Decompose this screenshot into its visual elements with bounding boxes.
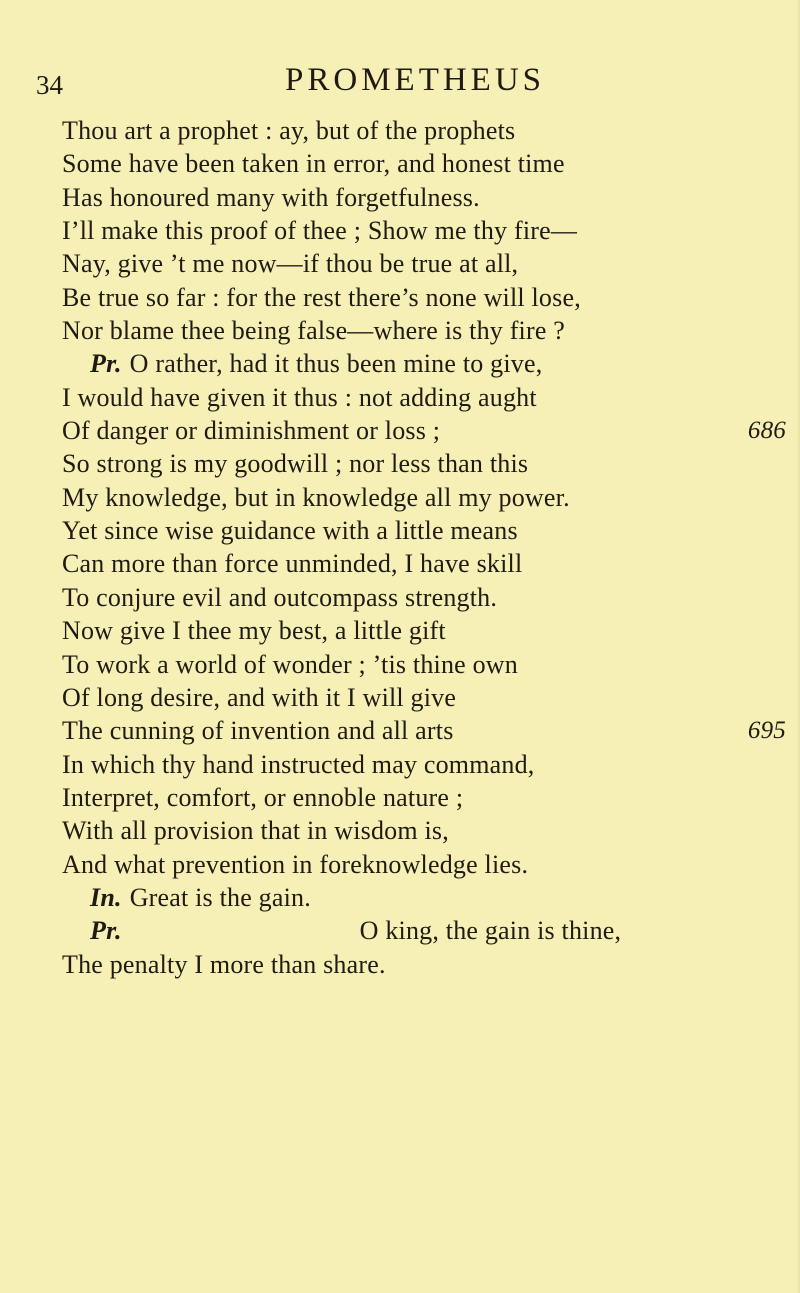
line-text: My knowledge, but in knowledge all my power. [62, 482, 570, 512]
line-text: And what prevention in foreknowledge lies. [62, 849, 529, 879]
verse-line [62, 314, 762, 347]
verse-line [62, 114, 762, 147]
verse-line [62, 648, 762, 681]
speaker-label: Pr. [90, 916, 122, 946]
running-head: PROMETHEUS [285, 62, 546, 98]
line-text: To conjure evil and outcompass strength. [62, 582, 498, 612]
line-text: Be true so far : for the rest there’s none will lose, [62, 282, 581, 312]
line-text: Yet since wise guidance with a little means [62, 516, 518, 546]
speaker-label: Pr. [90, 349, 122, 379]
line-text: O king, the gain is thine, [359, 916, 622, 946]
verse-line [62, 614, 762, 647]
verse-line [62, 347, 762, 380]
verse-line [62, 147, 762, 180]
verse-line [62, 681, 762, 714]
verse-line [62, 481, 762, 514]
line-text: Nor blame thee being false—where is thy fire ? [62, 316, 566, 346]
verse-line [62, 714, 786, 747]
line-text: I would have given it thus : not adding aught [62, 382, 537, 412]
line-text: The penalty I more than share. [62, 949, 386, 979]
line-text: I’ll make this proof of thee ; Show me thy fire— [62, 216, 578, 246]
line-text: Can more than force unminded, I have skill [62, 549, 523, 579]
verse-line [62, 547, 762, 580]
verse-line [62, 514, 762, 547]
line-text: Some have been taken in error, and honest time [62, 149, 565, 179]
line-text: So strong is my goodwill ; nor less than this [62, 449, 529, 479]
verse-block [62, 114, 786, 981]
verse-line [62, 381, 762, 414]
verse-line [62, 881, 762, 914]
line-text: Has honoured many with forgetfulness. [62, 182, 480, 212]
line-text: To work a world of wonder ; ’tis thine own [62, 649, 518, 679]
line-number: 695 [747, 717, 786, 745]
line-text: With all provision that in wisdom is, [62, 816, 449, 846]
page-number: 34 [36, 70, 63, 100]
line-number: 686 [747, 417, 786, 445]
verse-line [62, 581, 762, 614]
verse-line [62, 247, 762, 280]
line-text: Nay, give ’t me now—if thou be true at all, [62, 249, 519, 279]
line-text: Great is the gain. [129, 882, 311, 912]
line-text: The cunning of invention and all arts [62, 716, 454, 746]
verse-line [62, 814, 762, 847]
line-text: Of long desire, and with it I will give [62, 682, 457, 712]
verse-line [62, 181, 762, 214]
page-header [36, 58, 760, 100]
verse-line [62, 914, 762, 947]
verse-line [62, 281, 762, 314]
verse-line [62, 748, 762, 781]
line-text: Interpret, comfort, or ennoble nature ; [62, 782, 464, 812]
speaker-label: In. [90, 882, 122, 912]
verse-line [62, 447, 762, 480]
verse-line [62, 214, 762, 247]
verse-line [62, 848, 762, 881]
line-text: Of danger or diminishment or loss ; [62, 416, 441, 446]
line-text: Thou art a prophet : ay, but of the prophets [62, 116, 516, 145]
line-text: In which thy hand instructed may command, [62, 749, 535, 779]
verse-line [62, 781, 762, 814]
line-text: O rather, had it thus been mine to give, [129, 349, 543, 379]
verse-line [62, 414, 786, 447]
verse-line [62, 948, 762, 981]
line-text: Now give I thee my best, a little gift [62, 616, 446, 646]
